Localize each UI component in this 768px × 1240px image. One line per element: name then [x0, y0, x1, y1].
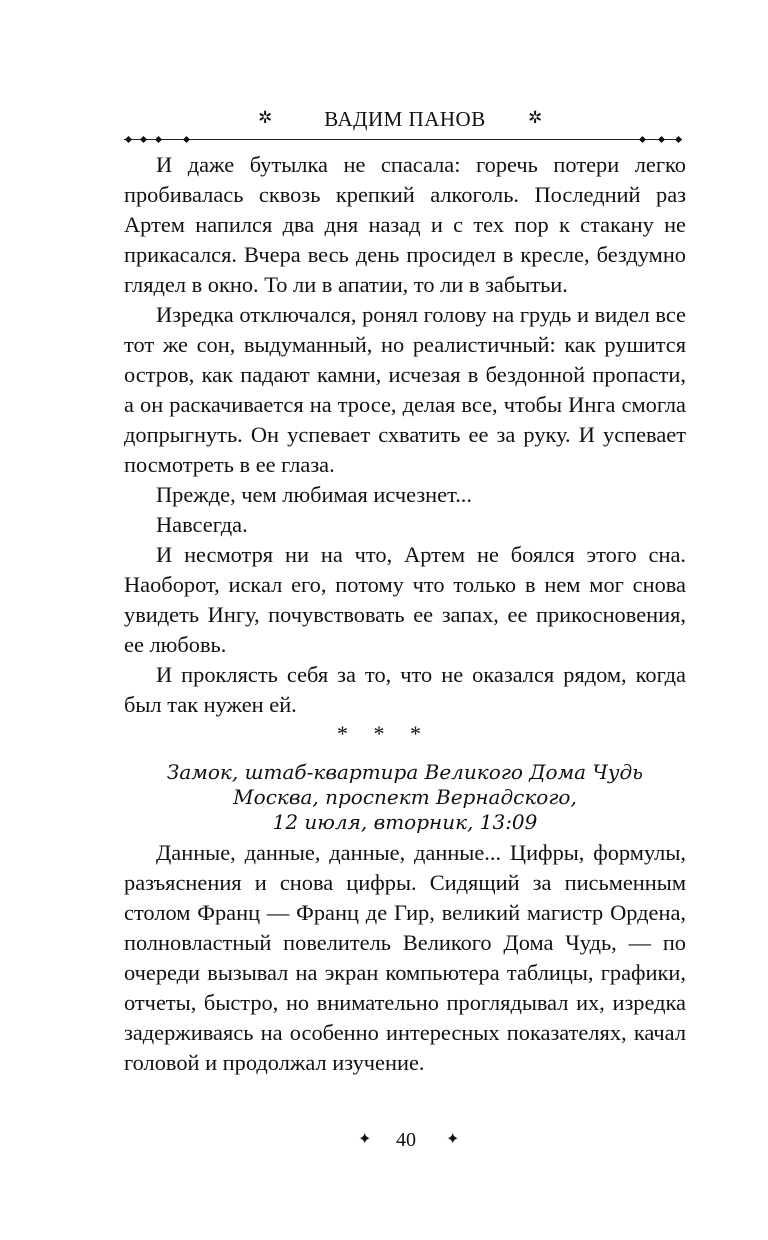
diamond-ornament-icon [155, 136, 162, 143]
snowflake-star-icon: ✲ [258, 108, 273, 127]
diamond-ornament-icon [639, 136, 646, 143]
location-heading [124, 760, 686, 835]
text-block-bottom [124, 838, 686, 1078]
location-line: Замок, штаб-квартира Великого Дома Чудь [166, 760, 644, 784]
diamond-ornament-icon [140, 136, 147, 143]
four-point-star-icon: ✦ [446, 1131, 460, 1148]
running-header [0, 106, 768, 136]
page-footer [0, 1126, 768, 1156]
text-block-top [124, 150, 686, 720]
diamond-ornament-icon [675, 136, 682, 143]
snowflake-star-icon: ✲ [528, 108, 543, 127]
paragraph: Навсегда. [156, 512, 248, 537]
paragraph: И даже бутылка не спасала: горечь потери легко пробивалась сквозь крепкий алкоголь. Последний раз Артем напился два дня назад и с тех пор к стакану не прикасался. Вчера весь день просидел в кресле, бездумно глядел в окно. То ли в апатии, то ли в забытьи. [124, 152, 686, 297]
paragraph: И проклясть себя за то, что не оказался рядом, когда был так нужен ей. [124, 662, 686, 717]
four-point-star-icon: ✦ [358, 1131, 372, 1148]
diamond-ornament-icon [658, 136, 665, 143]
rule-line [124, 139, 682, 140]
diamond-ornament-icon [183, 136, 190, 143]
location-line: Москва, проспект Вернадского, [233, 785, 577, 809]
location-line: 12 июля, вторник, 13:09 [272, 810, 538, 834]
page-number: 40 [396, 1129, 416, 1151]
paragraph: И несмотря ни на что, Артем не боялся этого сна. Наоборот, искал его, потому что только в нем мог снова увидеть Ингу, почувствовать ее запах, ее прикосновения, ее любовь. [124, 542, 686, 657]
paragraph: Изредка отключался, ронял голову на грудь и видел все тот же сон, выдуманный, но реалистичный: как рушится остров, как падают камни, исчезая в бездонной пропасти, а он раскачивается на тросе, делая все, чтобы Инга смогла допрыгнуть. Он успевает схватить ее за руку. И успевает посмотреть в ее глаза. [124, 302, 686, 477]
header-title: ВАДИМ ПАНОВ [324, 107, 486, 131]
section-separator: * * * [337, 721, 431, 746]
header-rule [124, 136, 682, 144]
diamond-ornament-icon [125, 136, 132, 143]
paragraph: Данные, данные, данные, данные... Цифры, формулы, разъяснения и снова цифры. Сидящий за письменным столом Франц — Франц де Гир, великий магистр Ордена, полновластный повелитель Великого Дома Чудь, — по очереди вызывал на экран компьютера таблицы, графики, отчеты, быстро, но внимательно проглядывал их, изредка задерживаясь на особенно интересных показателях, качал головой и продолжал изучение. [124, 840, 686, 1075]
paragraph: Прежде, чем любимая исчезнет... [156, 482, 472, 507]
